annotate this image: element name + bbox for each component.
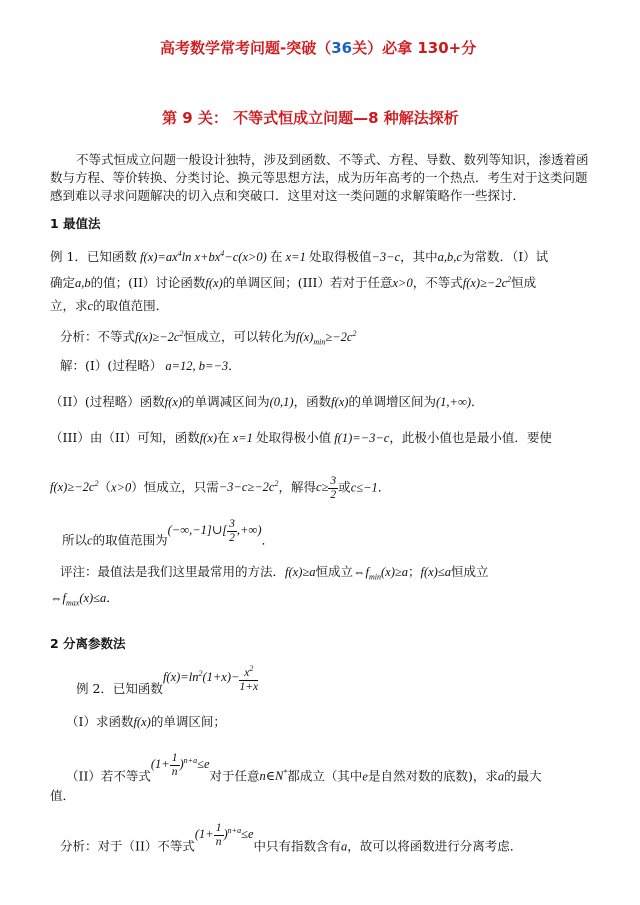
formula: $f(x)_{min}\ge-2c^2$ (295, 329, 357, 347)
title-number: 36 (331, 39, 353, 57)
intro-line-3: 感到难以寻求问题解决的切入点和突破口．这里对这一类问题的求解策略作一些探讨． (50, 188, 526, 203)
comment-line-2: $\Leftrightarrow f_{max}(x)\le a$． (50, 591, 119, 608)
section-heading-2: 2 分离参数法 (50, 636, 126, 651)
formula: $f(x)\ge-2c^2$ (135, 329, 184, 345)
formula: f(x) (164, 395, 183, 409)
formula: $f(x)\ge-2c^2$ (462, 275, 512, 291)
formula: (0,1) (269, 395, 294, 409)
formula: a (341, 839, 348, 854)
formula: $f(x)=ax^4\ln$ $x+bx^4-c(x>0)$ (136, 249, 270, 265)
example-1-line-2: 确定a,b的值；(II）讨论函数f(x)的单调区间；(III）若对于任意x>0，不等式$f(x)\ge-2c^2$恒成 (50, 275, 537, 291)
formula: x>0 (110, 480, 132, 495)
formula: a,b,c (437, 250, 462, 265)
formula: x=1 (282, 250, 309, 265)
formula: f(1)=−3−c (331, 431, 390, 445)
formula: (1,+∞) (435, 395, 472, 409)
example-1-line-3: 立，求c的取值范围． (50, 298, 169, 313)
question-ii: （II）若不等式(1+ $\frac{1}{n}$ )$^{n+a}$≤e对于任意n∈N*都成立（其中e是自然对数的底数)，求a的最大 (66, 752, 542, 784)
formula: (1+ $\frac{1}{n}$ )$^{n+a}$≤e (150, 752, 210, 778)
section-heading-1: 1 最值法 (50, 216, 101, 231)
part-ii: （II）(过程略）函数f(x)的单调减区间为(0,1)，函数f(x)的单调增区间为(1,+∞)． (50, 394, 484, 409)
formula: a,b (75, 276, 91, 291)
formula: n∈N* (259, 768, 288, 784)
formula: f(x) (199, 431, 218, 445)
formula: x>0 (392, 276, 413, 291)
example-1-line-1: 例 1．已知函数 $f(x)=ax^4\ln$ $x+bx^4-c(x>0)$ 在 x=1 处取得极值−3−c，其中a,b,c为常数．（I）试 (50, 249, 549, 265)
formula: c (87, 299, 94, 313)
title-suffix: 关）必拿 130+分 (352, 39, 477, 57)
formula: −3−c (371, 250, 401, 265)
example-2: 例 2．已知函数$f(x)=\ln^2(1+x)-$ $\frac{x^2}{1+x}$ (76, 664, 259, 696)
formula: $f(x)\ge-2c^2$ (50, 479, 99, 495)
formula: c (87, 533, 93, 548)
formula: c≤−1 (350, 480, 378, 495)
formula: (1+ $\frac{1}{n}$ )$^{n+a}$≤e (194, 822, 254, 848)
formula: $\Leftrightarrow f_{min}(x)\ge a$ (353, 565, 408, 582)
analysis-1: 分析：不等式$f(x)\ge-2c^2$恒成立，可以转化为$f(x)_{min}\ge-2c^2$ (60, 329, 357, 347)
formula: c≥ $\frac{3}{2}$ (316, 475, 337, 501)
question-i: （I）求函数f(x)的单调区间； (66, 714, 226, 729)
comment-line-1: 评注：最值法是我们这里最常用的方法．f(x)≥a恒成立$\Leftrightarrow f_{min}(x)\ge a$；f(x)≤a恒成立 (60, 564, 489, 582)
title-prefix: 高考数学常考问题-突破（ (160, 39, 332, 57)
formula: e (362, 769, 368, 784)
formula: a=12, b=−3 (162, 359, 229, 373)
part-iii-line-2: $f(x)\ge-2c^2(x>0)$恒成立，只需$-3-c\ge-2c^2$，解得c≥ $\frac{3}{2}$ 或c≤−1． (50, 475, 391, 501)
formula: a (497, 769, 505, 784)
part-iii-line-1: （III）由（II）可知，函数f(x)在 x=1 处取得极小值 f(1)=−3−c，此极小值也是最小值．要使 (50, 430, 552, 445)
formula: $f(x)=\ln^2(1+x)-$ $\frac{x^2}{1+x}$ (162, 664, 259, 693)
formula: (−∞,−1]∪[ $\frac{3}{2}$ ,+∞) (167, 518, 262, 544)
solution-1: 解：(I）(过程略） a=12, b=−3． (60, 358, 241, 373)
formula: f(x)≥a (285, 565, 316, 579)
question-ii-line-2: 值． (50, 788, 76, 803)
range-line: 所以c的取值范围为(−∞,−1]∪[ $\frac{3}{2}$ ,+∞)． (62, 518, 275, 548)
analysis-2: 分析：对于（II）不等式(1+ $\frac{1}{n}$ )$^{n+a}$≤e中只有指数含有a，故可以将函数进行分离考虑． (60, 822, 523, 854)
formula: $-3-c\ge-2c^2$ (218, 479, 279, 495)
formula: f(x) (133, 715, 151, 729)
section-subtitle: 第 9 关： 不等式恒成立问题—8 种解法探析 (162, 109, 459, 127)
formula: f(x) (205, 276, 223, 291)
intro-line-2: 数与方程、等价转换、分类讨论、换元等思想方法，成为历年高考的一个热点．考生对于这类问题 (50, 170, 588, 185)
formula: f(x)≤a (420, 565, 451, 579)
intro-line-1: 不等式恒成立问题一般设计独特，涉及到函数、不等式、方程、导数、数列等知识，渗透着函 (76, 152, 589, 167)
formula: x=1 (229, 431, 257, 445)
page-title (160, 38, 476, 58)
formula: f(x) (331, 395, 349, 409)
